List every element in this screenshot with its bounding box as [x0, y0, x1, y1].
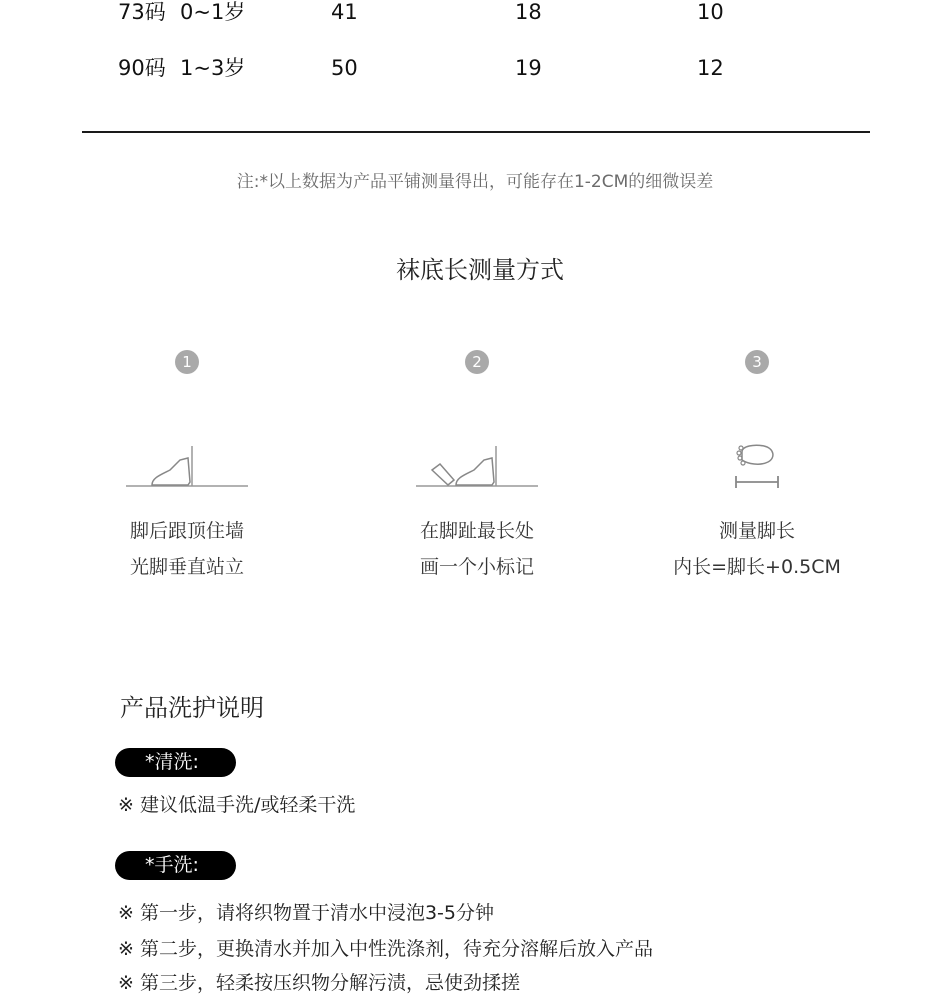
age-cell: 1~3岁	[180, 56, 246, 80]
measure-step-2	[357, 350, 597, 580]
hand-wash-step: ※ 第三步，轻柔按压织物分解污渍，忌使劲揉搓	[118, 972, 520, 994]
value-cell: 19	[515, 56, 542, 80]
foot-ruler-icon	[692, 444, 822, 490]
step-number-badge: 3	[745, 350, 769, 374]
age-cell: 0~1岁	[180, 0, 246, 24]
size-cell: 73码	[118, 0, 166, 24]
wash-instruction: ※ 建议低温手洗/或轻柔干洗	[118, 794, 356, 816]
hand-wash-step: ※ 第一步，请将织物置于清水中浸泡3-5分钟	[118, 902, 494, 924]
measure-step-3	[637, 350, 877, 580]
measurement-note: 注:*以上数据为产品平铺测量得出，可能存在1-2CM的细微误差	[236, 172, 714, 192]
hand-wash-step: ※ 第二步，更换清水并加入中性洗涤剂，待充分溶解后放入产品	[118, 938, 653, 960]
step-line: 内长=脚长+0.5CM	[673, 556, 841, 578]
measure-section-title: 袜底长测量方式	[396, 256, 564, 284]
step-line: 测量脚长	[718, 520, 795, 542]
value-cell: 50	[331, 56, 358, 80]
foot-mark-icon	[412, 444, 542, 490]
value-cell: 41	[331, 0, 358, 24]
size-cell: 90码	[118, 56, 166, 80]
measure-step-1	[67, 350, 307, 580]
step-line: 画一个小标记	[419, 556, 534, 578]
step-line: 在脚趾最长处	[419, 520, 534, 542]
step-number-badge: 2	[465, 350, 489, 374]
step-number-badge: 1	[175, 350, 199, 374]
care-section-title: 产品洗护说明	[120, 694, 264, 722]
wash-label-badge: *清洗:	[115, 748, 236, 777]
step-line: 脚后跟顶住墙	[129, 520, 244, 542]
value-cell: 12	[697, 56, 724, 80]
table-divider	[82, 131, 870, 133]
value-cell: 18	[515, 0, 542, 24]
size-table-row	[0, 0, 950, 40]
hand-wash-label-badge: *手洗:	[115, 851, 236, 880]
foot-against-wall-icon	[122, 444, 252, 490]
step-line: 光脚垂直站立	[129, 556, 244, 578]
value-cell: 10	[697, 0, 724, 24]
size-table-row	[0, 56, 950, 96]
